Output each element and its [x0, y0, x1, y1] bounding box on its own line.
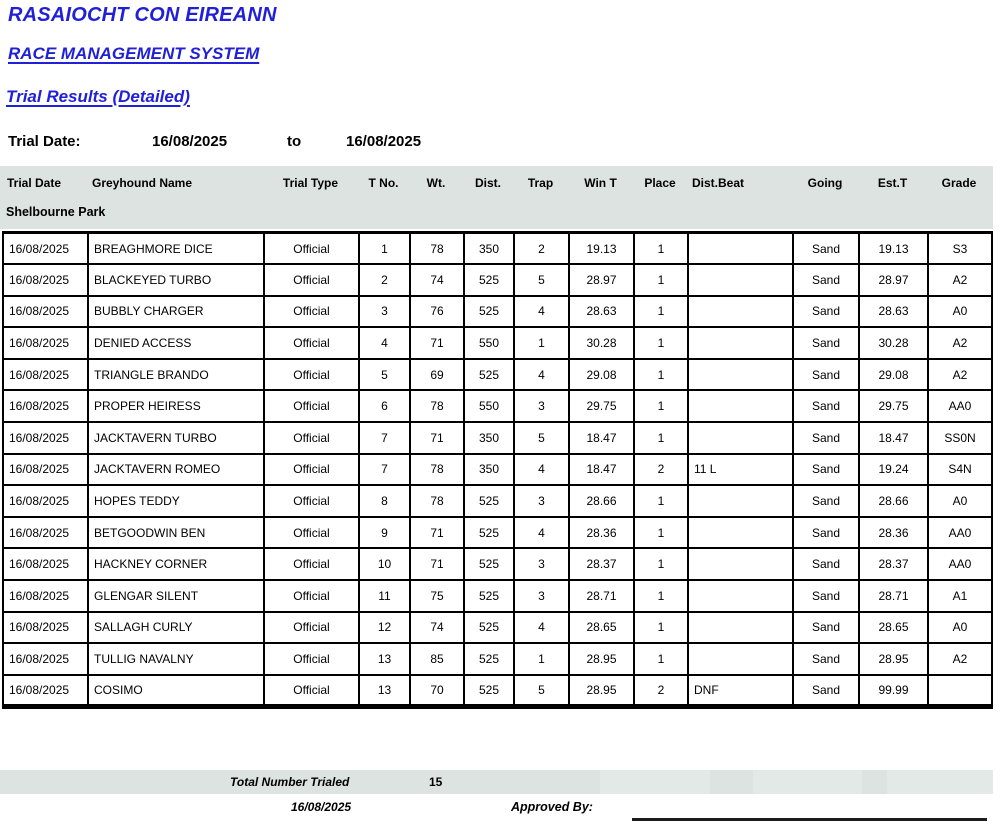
cell-greyhound-name: DENIED ACCESS — [88, 327, 264, 359]
cell-trial-date: 16/08/2025 — [3, 233, 88, 265]
cell-trial-type: Official — [264, 485, 359, 517]
cell-wt: 74 — [410, 264, 464, 296]
cell-wt: 78 — [410, 390, 464, 422]
cell-going: Sand — [793, 612, 859, 644]
cell-t-no: 4 — [359, 327, 410, 359]
cell-grade: AA0 — [928, 390, 992, 422]
cell-grade: AA0 — [928, 548, 992, 580]
cell-going: Sand — [793, 517, 859, 549]
cell-win-t: 28.37 — [569, 548, 634, 580]
cell-place: 1 — [634, 612, 688, 644]
cell-trap: 5 — [514, 422, 569, 454]
cell-grade: A2 — [928, 264, 992, 296]
cell-place: 1 — [634, 264, 688, 296]
column-header-win-t: Win T — [584, 175, 617, 190]
cell-est-t: 29.08 — [859, 359, 928, 391]
cell-t-no: 9 — [359, 517, 410, 549]
cell-trial-type: Official — [264, 359, 359, 391]
table-row — [3, 390, 992, 422]
cell-trap: 5 — [514, 264, 569, 296]
cell-t-no: 11 — [359, 580, 410, 612]
cell-trial-type: Official — [264, 517, 359, 549]
total-band — [0, 770, 993, 794]
report-title: Trial Results (Detailed) — [6, 87, 190, 106]
cell-dist-beat: DNF — [688, 675, 793, 707]
approved-by-label: Approved By: — [511, 800, 593, 814]
cell-grade: A2 — [928, 327, 992, 359]
cell-est-t: 29.75 — [859, 390, 928, 422]
cell-place: 1 — [634, 485, 688, 517]
cell-place: 2 — [634, 675, 688, 707]
cell-dist-beat — [688, 612, 793, 644]
total-trialed-value: 15 — [429, 775, 443, 789]
cell-win-t: 29.75 — [569, 390, 634, 422]
cell-wt: 71 — [410, 517, 464, 549]
table-row — [3, 612, 992, 644]
cell-trial-type: Official — [264, 612, 359, 644]
cell-win-t: 28.97 — [569, 264, 634, 296]
cell-win-t: 28.95 — [569, 675, 634, 707]
column-headers — [2, 166, 991, 199]
cell-trap: 4 — [514, 517, 569, 549]
cell-greyhound-name: TULLIG NAVALNY — [88, 643, 264, 675]
cell-win-t: 19.13 — [569, 233, 634, 265]
cell-est-t: 30.28 — [859, 327, 928, 359]
cell-trap: 1 — [514, 643, 569, 675]
cell-trial-date: 16/08/2025 — [3, 548, 88, 580]
cell-trial-type: Official — [264, 643, 359, 675]
cell-trial-type: Official — [264, 233, 359, 265]
cell-est-t: 28.65 — [859, 612, 928, 644]
cell-trial-date: 16/08/2025 — [3, 612, 88, 644]
cell-dist-beat — [688, 327, 793, 359]
cell-going: Sand — [793, 359, 859, 391]
cell-trap: 3 — [514, 485, 569, 517]
column-header-trap: Trap — [527, 175, 554, 190]
cell-going: Sand — [793, 454, 859, 486]
cell-dist-beat — [688, 264, 793, 296]
cell-trial-date: 16/08/2025 — [3, 580, 88, 612]
band-segment — [887, 770, 993, 794]
cell-win-t: 28.63 — [569, 296, 634, 328]
cell-greyhound-name: TRIANGLE BRANDO — [88, 359, 264, 391]
cell-dist-beat — [688, 233, 793, 265]
cell-dist: 525 — [464, 548, 514, 580]
cell-trial-date: 16/08/2025 — [3, 643, 88, 675]
cell-dist-beat — [688, 485, 793, 517]
band-segment — [753, 770, 862, 794]
cell-trial-type: Official — [264, 675, 359, 707]
cell-trap: 4 — [514, 296, 569, 328]
cell-greyhound-name: SALLAGH CURLY — [88, 612, 264, 644]
cell-trap: 2 — [514, 233, 569, 265]
cell-dist-beat — [688, 548, 793, 580]
cell-wt: 70 — [410, 675, 464, 707]
column-header-est-t: Est.T — [877, 175, 908, 190]
column-header-grade: Grade — [941, 175, 977, 190]
cell-dist-beat — [688, 643, 793, 675]
cell-win-t: 28.65 — [569, 612, 634, 644]
cell-trial-date: 16/08/2025 — [3, 517, 88, 549]
venue-group-label: Shelbourne Park — [6, 205, 106, 219]
cell-trap: 3 — [514, 548, 569, 580]
cell-place: 1 — [634, 359, 688, 391]
approved-by-signature-line — [632, 818, 987, 821]
cell-win-t: 28.95 — [569, 643, 634, 675]
cell-t-no: 13 — [359, 643, 410, 675]
cell-trial-type: Official — [264, 548, 359, 580]
column-header-place: Place — [644, 175, 676, 190]
cell-trial-type: Official — [264, 327, 359, 359]
cell-trap: 1 — [514, 327, 569, 359]
cell-dist: 525 — [464, 675, 514, 707]
cell-t-no: 10 — [359, 548, 410, 580]
cell-place: 1 — [634, 327, 688, 359]
cell-grade — [928, 675, 992, 707]
column-header-greyhound-name: Greyhound Name — [92, 175, 193, 190]
table-row — [3, 580, 992, 612]
cell-trial-type: Official — [264, 580, 359, 612]
cell-trap: 3 — [514, 390, 569, 422]
cell-grade: A0 — [928, 296, 992, 328]
cell-trial-date: 16/08/2025 — [3, 675, 88, 707]
table-row — [3, 327, 992, 359]
cell-est-t: 28.97 — [859, 264, 928, 296]
cell-grade: S3 — [928, 233, 992, 265]
cell-trial-date: 16/08/2025 — [3, 390, 88, 422]
cell-dist-beat — [688, 422, 793, 454]
cell-win-t: 28.66 — [569, 485, 634, 517]
table-row — [3, 264, 992, 296]
cell-win-t: 18.47 — [569, 454, 634, 486]
system-title: RACE MANAGEMENT SYSTEM — [8, 44, 260, 63]
cell-trial-date: 16/08/2025 — [3, 454, 88, 486]
cell-wt: 71 — [410, 548, 464, 580]
column-header-trial-date: Trial Date — [7, 175, 62, 190]
cell-dist: 525 — [464, 643, 514, 675]
table-row — [3, 675, 992, 707]
cell-t-no: 13 — [359, 675, 410, 707]
table-row — [3, 643, 992, 675]
cell-trap: 3 — [514, 580, 569, 612]
cell-t-no: 3 — [359, 296, 410, 328]
cell-trial-type: Official — [264, 422, 359, 454]
table-row — [3, 517, 992, 549]
cell-wt: 78 — [410, 454, 464, 486]
cell-dist: 550 — [464, 390, 514, 422]
cell-place: 1 — [634, 233, 688, 265]
cell-wt: 71 — [410, 422, 464, 454]
cell-greyhound-name: BETGOODWIN BEN — [88, 517, 264, 549]
cell-grade: A2 — [928, 643, 992, 675]
cell-trial-date: 16/08/2025 — [3, 327, 88, 359]
cell-est-t: 99.99 — [859, 675, 928, 707]
column-header-t-no: T No. — [368, 175, 399, 190]
cell-wt: 74 — [410, 612, 464, 644]
cell-greyhound-name: PROPER HEIRESS — [88, 390, 264, 422]
table-row — [3, 422, 992, 454]
cell-trial-date: 16/08/2025 — [3, 359, 88, 391]
cell-dist: 350 — [464, 233, 514, 265]
band-segment — [600, 770, 710, 794]
results-table — [2, 231, 993, 709]
cell-t-no: 5 — [359, 359, 410, 391]
cell-greyhound-name: BLACKEYED TURBO — [88, 264, 264, 296]
column-header-dist: Dist. — [474, 175, 501, 190]
cell-dist-beat — [688, 359, 793, 391]
cell-dist-beat — [688, 517, 793, 549]
cell-wt: 85 — [410, 643, 464, 675]
cell-t-no: 2 — [359, 264, 410, 296]
cell-dist-beat: 11 L — [688, 454, 793, 486]
cell-t-no: 1 — [359, 233, 410, 265]
cell-going: Sand — [793, 675, 859, 707]
cell-trap: 4 — [514, 454, 569, 486]
cell-place: 1 — [634, 390, 688, 422]
trial-date-to: 16/08/2025 — [346, 133, 422, 150]
cell-going: Sand — [793, 485, 859, 517]
cell-win-t: 28.36 — [569, 517, 634, 549]
cell-dist-beat — [688, 390, 793, 422]
column-header-going: Going — [807, 175, 843, 190]
cell-grade: A2 — [928, 359, 992, 391]
table-row — [3, 454, 992, 486]
cell-dist: 525 — [464, 612, 514, 644]
cell-wt: 78 — [410, 233, 464, 265]
table-row — [3, 359, 992, 391]
cell-going: Sand — [793, 643, 859, 675]
trial-date-filter-label: Trial Date: — [8, 133, 81, 150]
cell-place: 1 — [634, 517, 688, 549]
cell-greyhound-name: JACKTAVERN TURBO — [88, 422, 264, 454]
cell-greyhound-name: BUBBLY CHARGER — [88, 296, 264, 328]
cell-win-t: 29.08 — [569, 359, 634, 391]
cell-grade: A0 — [928, 485, 992, 517]
cell-grade: A0 — [928, 612, 992, 644]
cell-dist: 350 — [464, 454, 514, 486]
cell-t-no: 8 — [359, 485, 410, 517]
cell-win-t: 28.71 — [569, 580, 634, 612]
cell-place: 1 — [634, 422, 688, 454]
cell-greyhound-name: BREAGHMORE DICE — [88, 233, 264, 265]
cell-dist: 525 — [464, 264, 514, 296]
table-row — [3, 296, 992, 328]
cell-est-t: 28.66 — [859, 485, 928, 517]
cell-place: 2 — [634, 454, 688, 486]
cell-greyhound-name: HOPES TEDDY — [88, 485, 264, 517]
table-header-band — [0, 166, 993, 229]
cell-grade: AA0 — [928, 517, 992, 549]
cell-going: Sand — [793, 264, 859, 296]
column-header-wt: Wt. — [426, 175, 446, 190]
cell-trial-date: 16/08/2025 — [3, 296, 88, 328]
cell-est-t: 28.63 — [859, 296, 928, 328]
cell-wt: 75 — [410, 580, 464, 612]
table-row — [3, 485, 992, 517]
trial-date-from: 16/08/2025 — [152, 133, 228, 150]
cell-trial-date: 16/08/2025 — [3, 264, 88, 296]
cell-place: 1 — [634, 296, 688, 328]
cell-t-no: 12 — [359, 612, 410, 644]
column-header-trial-type: Trial Type — [282, 175, 339, 190]
cell-going: Sand — [793, 390, 859, 422]
cell-wt: 69 — [410, 359, 464, 391]
cell-trap: 5 — [514, 675, 569, 707]
cell-dist: 525 — [464, 296, 514, 328]
cell-est-t: 19.13 — [859, 233, 928, 265]
cell-wt: 76 — [410, 296, 464, 328]
cell-going: Sand — [793, 327, 859, 359]
cell-est-t: 28.36 — [859, 517, 928, 549]
org-title: RASAIOCHT CON EIREANN — [8, 4, 277, 26]
cell-est-t: 28.95 — [859, 643, 928, 675]
cell-trap: 4 — [514, 612, 569, 644]
cell-dist: 550 — [464, 327, 514, 359]
table-row — [3, 548, 992, 580]
cell-grade: S4N — [928, 454, 992, 486]
column-header-dist-beat: Dist.Beat — [692, 175, 745, 190]
cell-greyhound-name: JACKTAVERN ROMEO — [88, 454, 264, 486]
cell-est-t: 19.24 — [859, 454, 928, 486]
cell-dist-beat — [688, 580, 793, 612]
cell-dist: 525 — [464, 485, 514, 517]
cell-trial-date: 16/08/2025 — [3, 485, 88, 517]
cell-dist: 350 — [464, 422, 514, 454]
cell-est-t: 18.47 — [859, 422, 928, 454]
cell-greyhound-name: HACKNEY CORNER — [88, 548, 264, 580]
cell-place: 1 — [634, 580, 688, 612]
cell-dist: 525 — [464, 580, 514, 612]
footer-date: 16/08/2025 — [291, 800, 352, 814]
cell-est-t: 28.71 — [859, 580, 928, 612]
cell-trial-date: 16/08/2025 — [3, 422, 88, 454]
cell-place: 1 — [634, 643, 688, 675]
cell-going: Sand — [793, 580, 859, 612]
cell-dist: 525 — [464, 359, 514, 391]
cell-going: Sand — [793, 548, 859, 580]
cell-trial-type: Official — [264, 296, 359, 328]
cell-trial-type: Official — [264, 390, 359, 422]
cell-t-no: 7 — [359, 454, 410, 486]
cell-grade: A1 — [928, 580, 992, 612]
trial-date-to-word: to — [287, 133, 302, 150]
cell-win-t: 18.47 — [569, 422, 634, 454]
cell-trial-type: Official — [264, 454, 359, 486]
cell-trap: 4 — [514, 359, 569, 391]
cell-est-t: 28.37 — [859, 548, 928, 580]
cell-greyhound-name: COSIMO — [88, 675, 264, 707]
cell-wt: 71 — [410, 327, 464, 359]
cell-wt: 78 — [410, 485, 464, 517]
cell-going: Sand — [793, 422, 859, 454]
cell-trial-type: Official — [264, 264, 359, 296]
table-row — [3, 233, 992, 265]
cell-dist-beat — [688, 296, 793, 328]
cell-t-no: 6 — [359, 390, 410, 422]
cell-going: Sand — [793, 296, 859, 328]
cell-dist: 525 — [464, 517, 514, 549]
cell-t-no: 7 — [359, 422, 410, 454]
cell-greyhound-name: GLENGAR SILENT — [88, 580, 264, 612]
cell-win-t: 30.28 — [569, 327, 634, 359]
cell-going: Sand — [793, 233, 859, 265]
cell-place: 1 — [634, 548, 688, 580]
total-trialed-label: Total Number Trialed — [230, 775, 350, 789]
cell-grade: SS0N — [928, 422, 992, 454]
